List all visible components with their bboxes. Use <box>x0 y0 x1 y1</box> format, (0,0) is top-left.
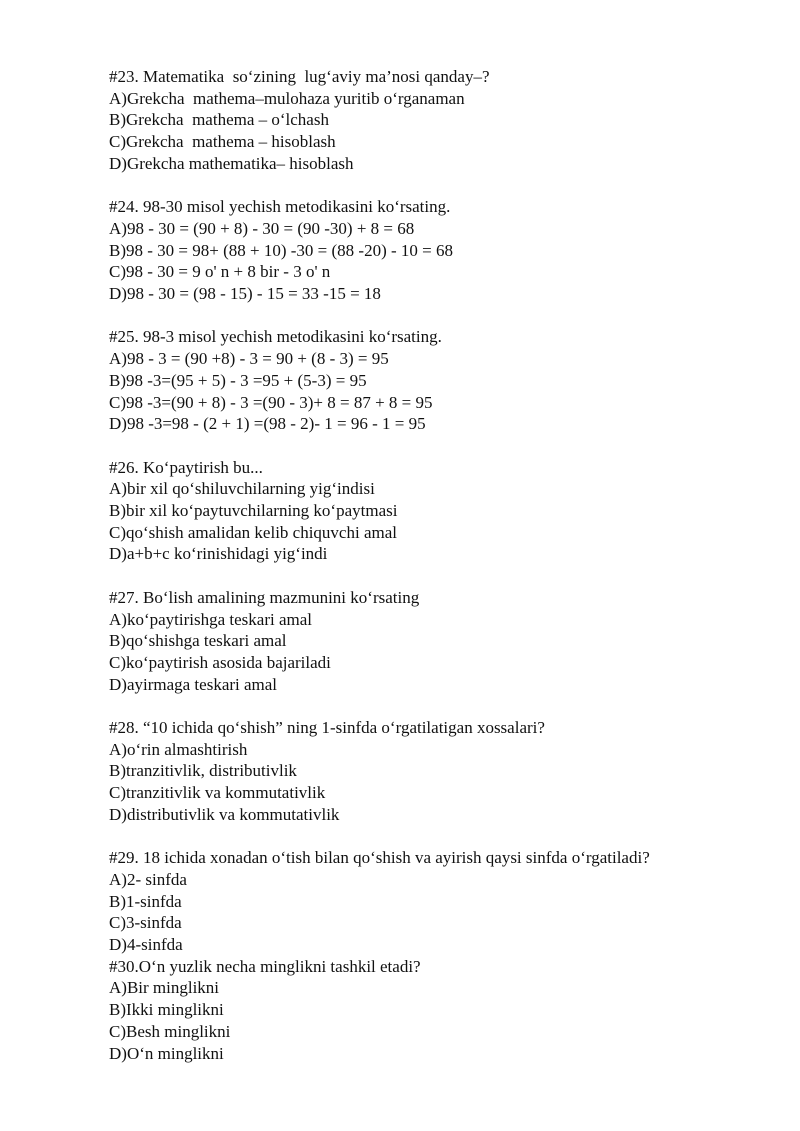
option-b: B)Ikki minglikni <box>109 1000 224 1020</box>
option-b: B)98 - 30 = 98+ (88 + 10) -30 = (88 -20) - 10 = 68 <box>109 240 453 260</box>
question-28 <box>109 717 769 826</box>
question-stem: #30.O‘n yuzlik necha minglikni tashkil etadi? <box>109 956 421 976</box>
option-a: A)o‘rin almashtirish <box>109 739 248 759</box>
option-b: B)qo‘shishga teskari amal <box>109 631 287 651</box>
option-a: A)Grekcha mathema–mulohaza yuritib o‘rganaman <box>109 88 465 108</box>
option-a: A)Bir minglikni <box>109 978 220 998</box>
question-stem: #27. Bo‘lish amalining mazmunini ko‘rsating <box>109 587 420 607</box>
question-stem: #28. “10 ichida qo‘shish” ning 1-sinfda o‘rgatilatigan xossalari? <box>109 718 545 738</box>
option-d: D)distributivlik va kommutativlik <box>109 804 340 824</box>
option-c: C)ko‘paytirish asosida bajariladi <box>109 652 331 672</box>
question-27 <box>109 587 769 696</box>
option-a: A)bir xil qo‘shiluvchilarning yig‘indisi <box>109 479 375 499</box>
option-d: D)a+b+c ko‘rinishidagi yig‘indi <box>109 544 328 564</box>
question-stem: #26. Ko‘paytirish bu... <box>109 457 263 477</box>
question-30 <box>109 956 769 1065</box>
option-d: D)98 -3=98 - (2 + 1) =(98 - 2)- 1 = 96 - 1 = 95 <box>109 414 426 434</box>
option-b: B)tranzitivlik, distributivlik <box>109 761 297 781</box>
option-b: B)Grekcha mathema – o‘lchash <box>109 110 329 130</box>
option-c: C)98 -3=(90 + 8) - 3 =(90 - 3)+ 8 = 87 + 8 = 95 <box>109 392 433 412</box>
option-d: D)98 - 30 = (98 - 15) - 15 = 33 -15 = 18 <box>109 284 381 304</box>
option-c: C)qo‘shish amalidan kelib chiquvchi amal <box>109 522 397 542</box>
option-a: A)98 - 3 = (90 +8) - 3 = 90 + (8 - 3) = 95 <box>109 349 389 369</box>
option-a: A)ko‘paytirishga teskari amal <box>109 609 312 629</box>
option-c: C)tranzitivlik va kommutativlik <box>109 783 326 803</box>
question-25 <box>109 326 769 435</box>
question-stem: #24. 98-30 misol yechish metodikasini ko‘rsating. <box>109 197 451 217</box>
option-a: A)2- sinfda <box>109 869 187 889</box>
option-c: C)Grekcha mathema – hisoblash <box>109 132 336 152</box>
document-page <box>109 66 769 1064</box>
option-a: A)98 - 30 = (90 + 8) - 30 = (90 -30) + 8 = 68 <box>109 218 415 238</box>
question-24 <box>109 196 769 305</box>
option-b: B)98 -3=(95 + 5) - 3 =95 + (5-3) = 95 <box>109 370 367 390</box>
option-c: C)Besh minglikni <box>109 1021 231 1041</box>
option-c: C)98 - 30 = 9 o' n + 8 bir - 3 o' n <box>109 262 331 282</box>
option-b: B)bir xil ko‘paytuvchilarning ko‘paytmasi <box>109 501 398 521</box>
option-b: B)1-sinfda <box>109 891 182 911</box>
option-d: D)Grekcha mathematika– hisoblash <box>109 153 354 173</box>
option-d: D)O‘n minglikni <box>109 1043 224 1063</box>
question-stem: #23. Matematika so‘zining lug‘aviy ma’nosi qanday–? <box>109 67 490 86</box>
question-23 <box>109 66 769 175</box>
option-d: D)4-sinfda <box>109 935 183 955</box>
question-29 <box>109 847 769 956</box>
option-c: C)3-sinfda <box>109 913 182 933</box>
question-stem: #29. 18 ichida xonadan o‘tish bilan qo‘shish va ayirish qaysi sinfda o‘rgatiladi? <box>109 848 650 868</box>
question-stem: #25. 98-3 misol yechish metodikasini ko‘rsating. <box>109 327 442 347</box>
option-d: D)ayirmaga teskari amal <box>109 674 278 694</box>
question-26 <box>109 457 769 566</box>
